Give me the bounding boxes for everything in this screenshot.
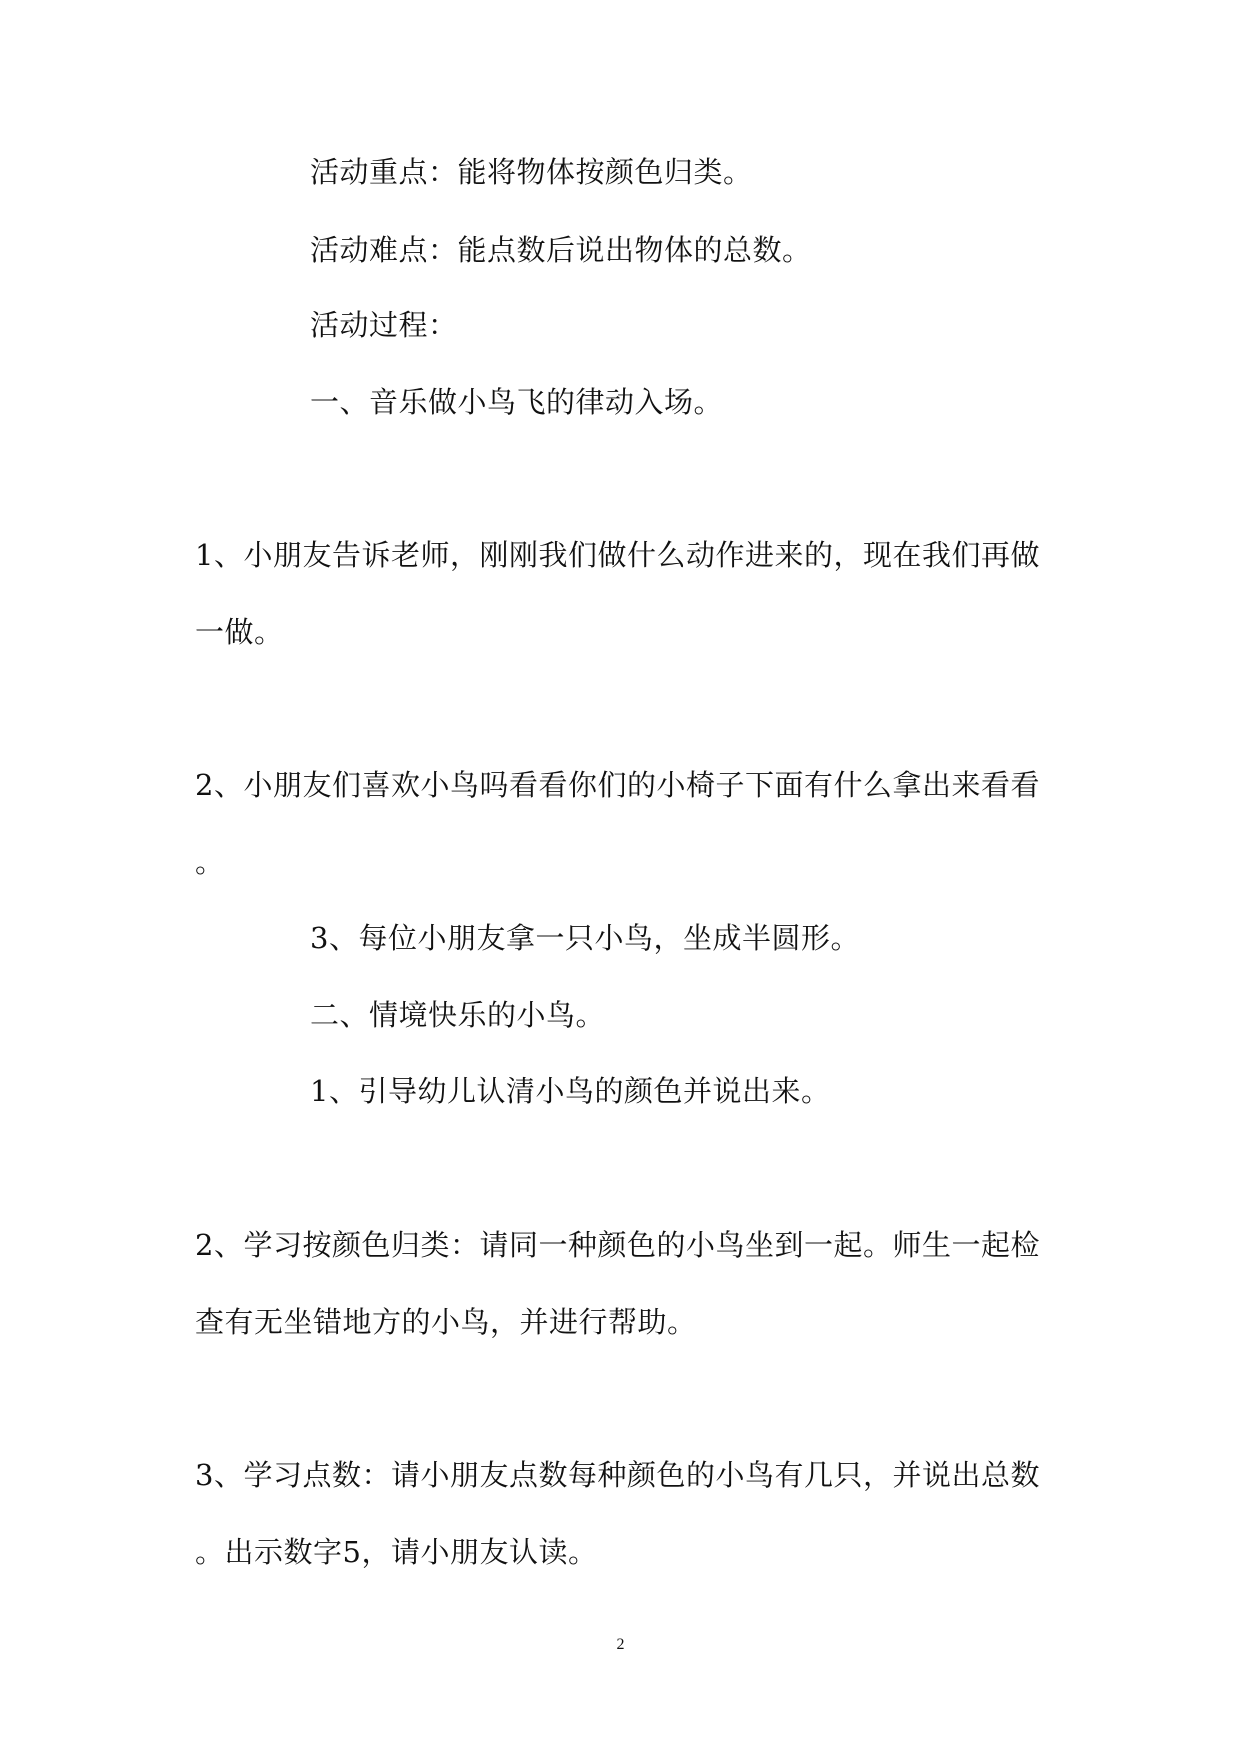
- section-two-heading: 二、情境快乐的小鸟。: [310, 998, 606, 1032]
- paragraph-1-line-1: 1、小朋友告诉老师，刚刚我们做什么动作进来的，现在我们再做: [195, 538, 1040, 572]
- section-two-item-2-line-2: 查有无坐错地方的小鸟，并进行帮助。: [195, 1305, 697, 1339]
- section-two-item-3-line-1: 3、学习点数：请小朋友点数每种颜色的小鸟有几只，并说出总数: [195, 1458, 1040, 1492]
- paragraph-3-line: 3、每位小朋友拿一只小鸟，坐成半圆形。: [310, 921, 860, 955]
- activity-process-heading: 活动过程：: [310, 308, 458, 342]
- paragraph-2-line-2: 。: [195, 845, 225, 879]
- activity-focus-line: 活动重点：能将物体按颜色归类。: [310, 155, 753, 189]
- paragraph-2-line-1: 2、小朋友们喜欢小鸟吗看看你们的小椅子下面有什么拿出来看看: [195, 768, 1040, 802]
- activity-difficulty-line: 活动难点：能点数后说出物体的总数。: [310, 233, 812, 267]
- section-one-heading: 一、音乐做小鸟飞的律动入场。: [310, 385, 724, 419]
- section-two-item-3-line-2: 。出示数字5，请小朋友认读。: [195, 1535, 598, 1569]
- section-two-item-1: 1、引导幼儿认清小鸟的颜色并说出来。: [310, 1074, 831, 1108]
- paragraph-1-line-2: 一做。: [195, 615, 284, 649]
- section-two-item-2-line-1: 2、学习按颜色归类：请同一种颜色的小鸟坐到一起。师生一起检: [195, 1228, 1040, 1262]
- page-number: 2: [616, 1636, 625, 1653]
